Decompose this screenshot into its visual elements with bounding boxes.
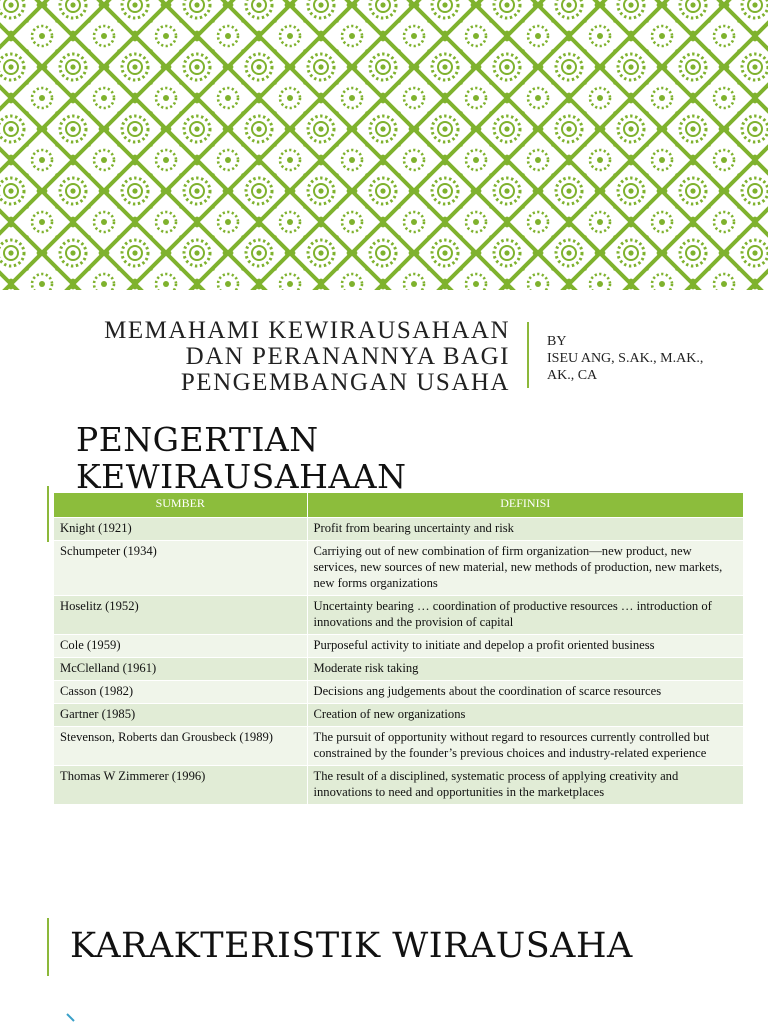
title-line: MEMAHAMI KEWIRAUSAHAAN (104, 317, 510, 344)
source-cell: Knight (1921) (54, 518, 307, 541)
header-definisi: DEFINISI (307, 493, 744, 518)
author-byline (547, 333, 747, 384)
section-title-line: KEWIRAUSAHAAN (76, 457, 407, 493)
section-title-line: PENGERTIAN (76, 421, 319, 459)
table-row (54, 518, 744, 541)
source-cell: Hoselitz (1952) (54, 596, 307, 635)
table-row (54, 635, 744, 658)
source-cell: Thomas W Zimmerer (1996) (54, 766, 307, 805)
source-cell: Cole (1959) (54, 635, 307, 658)
table-row (54, 727, 744, 766)
title-line: DAN PERANANNYA BAGI (185, 343, 510, 370)
source-cell: Schumpeter (1934) (54, 541, 307, 596)
chevron-right-icon (64, 1012, 84, 1024)
definition-cell: Profit from bearing uncertainty and risk (307, 518, 744, 541)
definition-cell: Decisions ang judgements about the coordination of scarce resources (307, 681, 744, 704)
presentation-title (10, 318, 510, 396)
pattern-graphic (0, 0, 768, 290)
table-row (54, 681, 744, 704)
table-row (54, 658, 744, 681)
byline-line: AK., CA (547, 368, 598, 383)
definition-cell: The result of a disciplined, systematic process of applying creativity and innovations to need and opportunities in the marketplaces (307, 766, 744, 805)
section-title-pengertian (76, 421, 676, 493)
byline-line: BY (547, 334, 567, 349)
table-row (54, 766, 744, 805)
definition-cell: Purposeful activity to initiate and depelop a profit oriented business (307, 635, 744, 658)
decorative-pattern-banner (0, 0, 768, 290)
definition-cell: Moderate risk taking (307, 658, 744, 681)
section-accent-bar (47, 918, 49, 976)
table-row (54, 596, 744, 635)
table-row (54, 541, 744, 596)
title-divider (527, 322, 529, 388)
definition-cell: The pursuit of opportunity without regard to resources currently controlled but constrained by the founder’s previous choices and industry-related experience (307, 727, 744, 766)
header-sumber: SUMBER (54, 493, 307, 518)
table-header-row (54, 493, 744, 518)
byline-line: ISEU ANG, S.AK., M.AK., (547, 351, 704, 366)
section-accent-bar (47, 486, 49, 542)
source-cell: Casson (1982) (54, 681, 307, 704)
source-cell: Stevenson, Roberts dan Grousbeck (1989) (54, 727, 307, 766)
definition-cell: Uncertainty bearing … coordination of productive resources … introduction of innovations and the provision of capital (307, 596, 744, 635)
source-cell: McClelland (1961) (54, 658, 307, 681)
section-title-karakteristik: KARAKTERISTIK WIRAUSAHA (70, 926, 633, 966)
source-cell: Gartner (1985) (54, 704, 307, 727)
definition-cell: Creation of new organizations (307, 704, 744, 727)
definition-cell: Carriying out of new combination of firm organization—new product, new services, new sources of new material, new methods of production, new markets, new forms organizations (307, 541, 744, 596)
table-row (54, 704, 744, 727)
definitions-table (54, 493, 744, 804)
title-line: PENGEMBANGAN USAHA (180, 369, 510, 396)
